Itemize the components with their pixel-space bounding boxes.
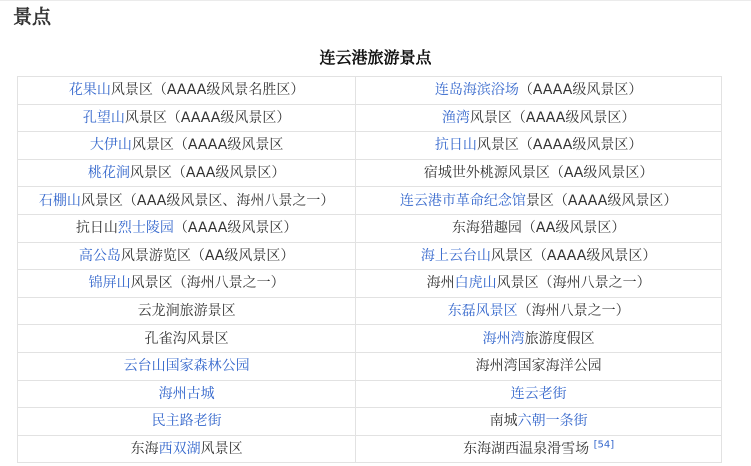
table-cell-right [356, 132, 722, 160]
table-cell-right [356, 297, 722, 325]
attraction-text: 海州湾国家海洋公园 [475, 358, 602, 375]
table-row [18, 77, 722, 105]
attraction-link[interactable]: 海州古城 [158, 385, 215, 402]
attraction-text: 孔雀沟风景区 [144, 330, 229, 347]
attraction-text: 风景区（海州八景之一） [496, 275, 651, 292]
attraction-link[interactable]: 大伊山 [89, 137, 132, 154]
table-cell-left [18, 214, 356, 242]
table-row [18, 159, 722, 187]
table-row [18, 325, 722, 353]
table-cell-left [18, 408, 356, 436]
attraction-link[interactable]: 连云老街 [510, 385, 567, 402]
attraction-link[interactable]: 连云港市革命纪念馆 [399, 192, 526, 209]
table-cell-left [18, 352, 356, 380]
table-cell-right [356, 242, 722, 270]
attraction-text: 东海湖西温泉滑雪场 [463, 441, 594, 458]
attraction-text: 宿城世外桃源风景区（AA级风景区） [423, 165, 654, 182]
attraction-link[interactable]: 东磊风景区 [447, 303, 518, 320]
table-cell-right [356, 270, 722, 298]
table-row [18, 380, 722, 408]
table-cell-left [18, 242, 356, 270]
table-row [18, 187, 722, 215]
table-cell-right [356, 77, 722, 105]
attraction-text: 风景游览区（AA级风景区） [120, 247, 295, 264]
table-cell-left [18, 380, 356, 408]
attraction-link[interactable]: 云台山国家森林公园 [123, 358, 250, 375]
table-cell-right [356, 325, 722, 353]
attraction-text: 风景区（AAAA级风景区） [490, 247, 657, 264]
table-row [18, 242, 722, 270]
attraction-text: 景区（AAAA级风景区） [525, 192, 678, 209]
table-cell-right [356, 380, 722, 408]
attraction-text: （AAAA级风景区） [518, 82, 643, 99]
table-row [18, 214, 722, 242]
attractions-table [17, 76, 722, 463]
table-row [18, 352, 722, 380]
attraction-link[interactable]: 抗日山 [434, 137, 477, 154]
table-row [18, 270, 722, 298]
attraction-link[interactable]: 西双湖 [158, 441, 201, 458]
attraction-text: 风景区（AAA级风景区、海州八景之一） [80, 192, 335, 209]
table-caption: 连云港旅游景点 [319, 48, 432, 67]
attraction-link[interactable]: 石棚山 [38, 192, 81, 209]
table-cell-right [356, 187, 722, 215]
attraction-text: 风景区（AAAA级风景区 [131, 137, 284, 154]
attraction-text: 风景区（AAA级风景区） [129, 165, 286, 182]
table-cell-left [18, 297, 356, 325]
table-row [18, 435, 722, 463]
attraction-link[interactable]: 海州湾 [482, 330, 525, 347]
attraction-link[interactable]: 民主路老街 [151, 413, 222, 430]
table-cell-left [18, 435, 356, 463]
table-cell-right [356, 435, 722, 463]
attraction-text: 风景区（AAAA级风景名胜区） [110, 82, 305, 99]
table-cell-right [356, 159, 722, 187]
table-cell-left [18, 325, 356, 353]
attraction-link[interactable]: 桃花涧 [87, 165, 130, 182]
attraction-link[interactable]: 烈士陵园 [117, 220, 174, 237]
table-row [18, 132, 722, 160]
attraction-link[interactable]: 六朝一条街 [517, 413, 588, 430]
table-cell-right [356, 352, 722, 380]
attraction-link[interactable]: 连岛海滨浴场 [434, 82, 519, 99]
attraction-text: 风景区（海州八景之一） [130, 275, 285, 292]
attraction-link[interactable]: 孔望山 [82, 109, 125, 126]
page-top-divider [0, 0, 751, 1]
attraction-text: 抗日山 [75, 220, 118, 237]
table-cell-left [18, 270, 356, 298]
table-cell-right [356, 408, 722, 436]
table-cell-left [18, 104, 356, 132]
table-cell-left [18, 77, 356, 105]
attraction-link[interactable]: 渔湾 [441, 109, 470, 126]
attraction-text: 南城 [489, 413, 518, 430]
attraction-text: 风景区（AAAA级风景区） [476, 137, 643, 154]
attraction-text: 风景区（AAAA级风景区） [469, 109, 636, 126]
attraction-link[interactable]: 花果山 [68, 82, 111, 99]
table-row [18, 104, 722, 132]
table-cell-right [356, 214, 722, 242]
attraction-text: 风景区（AAAA级风景区） [124, 109, 291, 126]
attraction-text: 风景区 [200, 441, 243, 458]
table-row [18, 408, 722, 436]
attraction-text: 东海猎趣园（AA级风景区） [451, 220, 626, 237]
attraction-link[interactable]: 锦屏山 [88, 275, 131, 292]
attraction-text: （海州八景之一） [517, 303, 630, 320]
attraction-link[interactable]: 高公岛 [78, 247, 121, 264]
citation-sup [594, 439, 615, 450]
attraction-link[interactable]: 白虎山 [454, 275, 497, 292]
attraction-text: 云龙涧旅游景区 [137, 303, 236, 320]
attraction-text: 海州 [426, 275, 455, 292]
attraction-text: 旅游度假区 [524, 330, 595, 347]
table-cell-left [18, 159, 356, 187]
attraction-text: （AAAA级风景区） [173, 220, 298, 237]
attraction-text: 东海 [130, 441, 159, 458]
citation-ref[interactable]: [54] [593, 439, 615, 451]
table-row [18, 297, 722, 325]
table-cell-left [18, 187, 356, 215]
section-heading: 景点 [13, 6, 52, 28]
table-cell-right [356, 104, 722, 132]
table-cell-left [18, 132, 356, 160]
attraction-link[interactable]: 海上云台山 [420, 247, 491, 264]
